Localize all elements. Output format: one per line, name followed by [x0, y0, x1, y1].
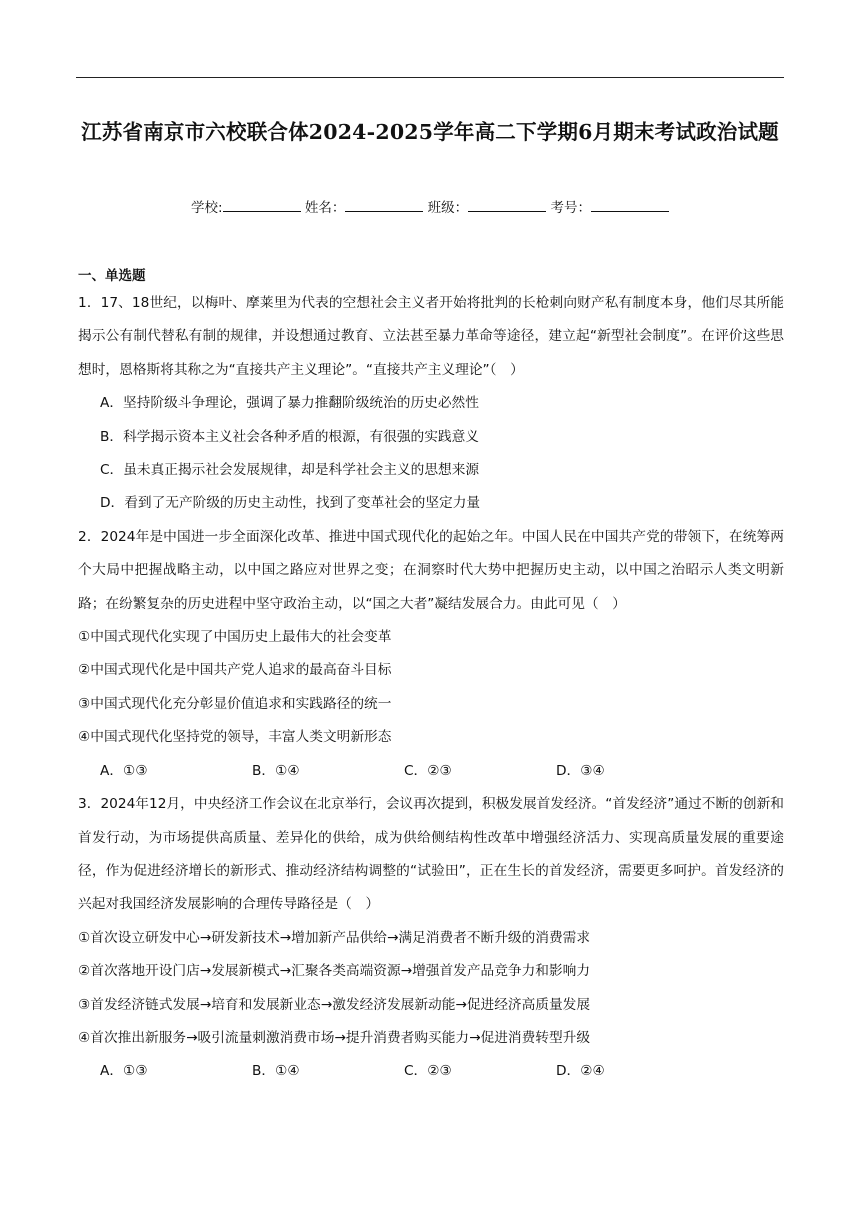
question-3	[78, 788, 784, 1089]
question-stem: 3．2024年12月，中央经济工作会议在北京举行，会议再次提到，积极发展首发经济。“首发经济”通过不断的创新和首发行动，为市场提供高质量、差异化的供给，成为供给侧结构性改革中增强经济活力、实现高质量发展的重要途径，作为促进经济增长的新形式、推动经济结构调整的“试验田”，正在生长的首发经济，需要更多呵护。首发经济的兴起对我国经济发展影响的合理传导路径是（ ）	[78, 796, 784, 913]
statement-3: ③首发经济链式发展→培育和发展新业态→激发经济发展新动能→促进经济高质量发展	[78, 996, 591, 1013]
option-a: A．①③	[100, 762, 148, 779]
option-a: A．坚持阶级斗争理论，强调了暴力推翻阶级统治的历史必然性	[100, 395, 479, 412]
header-rule	[76, 77, 784, 78]
statement-4: ④中国式现代化坚持党的领导，丰富人类文明新形态	[78, 729, 392, 746]
option-b: B．①④	[252, 762, 300, 779]
option-d: D．②④	[556, 1063, 605, 1080]
statement-1: ①中国式现代化实现了中国历史上最伟大的社会变革	[78, 629, 392, 646]
statement-1: ①首次设立研发中心→研发新技术→增加新产品供给→满足消费者不断升级的消费需求	[78, 929, 591, 946]
option-d: D．③④	[556, 762, 605, 779]
options-row	[78, 755, 784, 788]
class-blank	[468, 197, 546, 212]
option-c: C．虽未真正揭示社会发展规律，却是科学社会主义的思想来源	[100, 462, 480, 479]
option-c: C．②③	[404, 762, 452, 779]
name-label: 姓名：	[304, 200, 346, 216]
statement-3: ③中国式现代化充分彰显价值追求和实践路径的统一	[78, 695, 392, 712]
option-d: D．看到了无产阶级的历史主动性，找到了变革社会的坚定力量	[100, 495, 481, 512]
class-label: 班级：	[427, 200, 469, 216]
question-1	[78, 287, 784, 521]
school-blank	[223, 197, 301, 212]
option-c: C．②③	[404, 1063, 452, 1080]
question-stem: 2．2024年是中国进一步全面深化改革、推进中国式现代化的起始之年。中国人民在中国共产党的带领下，在统筹两个大局中把握战略主动，以中国之路应对世界之变；在洞察时代大势中把握历史主动，以中国之治昭示人类文明新路；在纷繁复杂的历史进程中坚守政治主动，以“国之大者”凝结发展合力。由此可见（ ）	[78, 528, 784, 612]
statement-4: ④首次推出新服务→吸引流量刺激消费市场→提升消费者购买能力→促进消费转型升级	[78, 1029, 591, 1046]
name-blank	[345, 197, 423, 212]
question-list	[78, 287, 784, 1089]
student-info-line	[0, 196, 860, 216]
option-a: A．①③	[100, 1063, 148, 1080]
exam-no-label: 考号：	[550, 200, 591, 216]
option-b: B．科学揭示资本主义社会各种矛盾的根源，有很强的实践意义	[100, 428, 479, 445]
option-b: B．①④	[252, 1063, 300, 1080]
options-row	[78, 1055, 784, 1088]
statement-2: ②中国式现代化是中国共产党人追求的最高奋斗目标	[78, 662, 392, 679]
exam-title: 江苏省南京市六校联合体2024-2025学年高二下学期6月期末考试政治试题	[81, 120, 779, 144]
exam-no-blank	[591, 197, 669, 212]
school-label: 学校:	[191, 200, 223, 216]
question-stem: 1．17、18世纪，以梅叶、摩莱里为代表的空想社会主义者开始将批判的长枪刺向财产私有制度本身，他们尽其所能揭示公有制代替私有制的规律，并设想通过教育、立法甚至暴力革命等途径，建立起“新型社会制度”。在评价这些思想时，恩格斯将其称之为“直接共产主义理论”。“直接共产主义理论”（ ）	[78, 295, 784, 378]
question-2	[78, 521, 784, 788]
section-title: 一、单选题	[78, 268, 146, 284]
statement-2: ②首次落地开设门店→发展新模式→汇聚各类高端资源→增强首发产品竞争力和影响力	[78, 963, 591, 980]
